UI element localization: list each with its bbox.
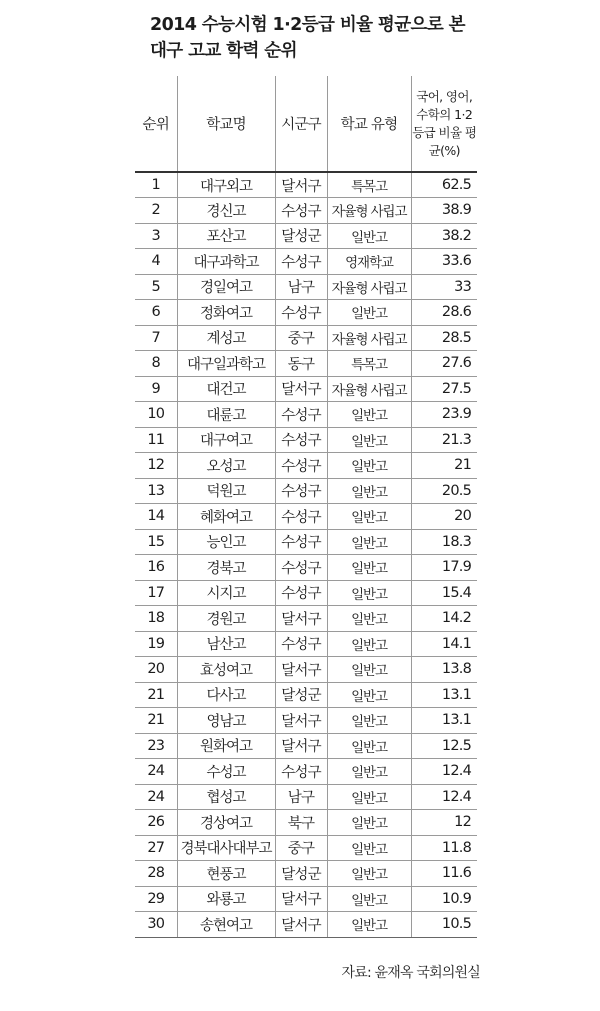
district-cell: 달서구: [275, 886, 327, 912]
percentage-cell: 20.5: [411, 478, 477, 504]
school-cell: 대건고: [177, 376, 275, 402]
percentage-cell: 13.1: [411, 682, 477, 708]
ranking-table: [135, 76, 477, 938]
school-cell: 계성고: [177, 325, 275, 351]
school-cell: 덕원고: [177, 478, 275, 504]
rank-cell: 17: [135, 580, 177, 606]
type-cell: 일반고: [327, 427, 411, 453]
table-body: [135, 172, 477, 937]
type-cell: 일반고: [327, 810, 411, 836]
type-cell: 일반고: [327, 555, 411, 581]
table-row: [135, 198, 477, 224]
rank-cell: 7: [135, 325, 177, 351]
rank-cell: 4: [135, 249, 177, 275]
type-cell: 자율형 사립고: [327, 274, 411, 300]
percentage-cell: 20: [411, 504, 477, 530]
table-row: [135, 555, 477, 581]
percentage-cell: 18.3: [411, 529, 477, 555]
school-cell: 오성고: [177, 453, 275, 479]
percentage-cell: 10.9: [411, 886, 477, 912]
percentage-cell: 62.5: [411, 172, 477, 198]
school-cell: 효성여고: [177, 657, 275, 683]
table-row: [135, 759, 477, 785]
type-cell: 일반고: [327, 453, 411, 479]
rank-cell: 24: [135, 784, 177, 810]
table-row: [135, 861, 477, 887]
district-cell: 달서구: [275, 606, 327, 632]
type-cell: 일반고: [327, 478, 411, 504]
type-cell: 일반고: [327, 631, 411, 657]
table-row: [135, 376, 477, 402]
type-cell: 일반고: [327, 504, 411, 530]
type-cell: 일반고: [327, 733, 411, 759]
rank-cell: 21: [135, 708, 177, 734]
table-row: [135, 631, 477, 657]
percentage-cell: 33.6: [411, 249, 477, 275]
district-cell: 수성구: [275, 631, 327, 657]
district-cell: 달성군: [275, 682, 327, 708]
percentage-cell: 21.3: [411, 427, 477, 453]
school-cell: 송현여고: [177, 912, 275, 938]
table-title: [150, 12, 590, 64]
header-row: [135, 76, 477, 172]
school-cell: 경원고: [177, 606, 275, 632]
school-cell: 대구일과학고: [177, 351, 275, 377]
type-cell: 특목고: [327, 172, 411, 198]
percentage-cell: 27.6: [411, 351, 477, 377]
percentage-cell: 12.5: [411, 733, 477, 759]
district-cell: 달서구: [275, 376, 327, 402]
district-cell: 수성구: [275, 580, 327, 606]
table-row: [135, 733, 477, 759]
header-district: 시군구: [275, 76, 327, 172]
percentage-cell: 13.8: [411, 657, 477, 683]
type-cell: 일반고: [327, 606, 411, 632]
source-note: 자료: 윤재옥 국회의원실: [341, 965, 480, 981]
school-cell: 협성고: [177, 784, 275, 810]
school-cell: 경신고: [177, 198, 275, 224]
district-cell: 달서구: [275, 172, 327, 198]
district-cell: 수성구: [275, 300, 327, 326]
district-cell: 수성구: [275, 402, 327, 428]
rank-cell: 26: [135, 810, 177, 836]
rank-cell: 9: [135, 376, 177, 402]
percentage-cell: 15.4: [411, 580, 477, 606]
rank-cell: 12: [135, 453, 177, 479]
rank-cell: 15: [135, 529, 177, 555]
district-cell: 남구: [275, 274, 327, 300]
type-cell: 일반고: [327, 223, 411, 249]
percentage-cell: 13.1: [411, 708, 477, 734]
table-row: [135, 172, 477, 198]
percentage-cell: 12: [411, 810, 477, 836]
type-cell: 일반고: [327, 912, 411, 938]
table-row: [135, 325, 477, 351]
percentage-cell: 17.9: [411, 555, 477, 581]
district-cell: 달서구: [275, 708, 327, 734]
type-cell: 일반고: [327, 682, 411, 708]
school-cell: 현풍고: [177, 861, 275, 887]
school-cell: 능인고: [177, 529, 275, 555]
title-line-2: 대구 고교 학력 순위: [150, 41, 297, 61]
type-cell: 일반고: [327, 402, 411, 428]
percentage-cell: 28.6: [411, 300, 477, 326]
rank-cell: 2: [135, 198, 177, 224]
table-row: [135, 784, 477, 810]
type-cell: 일반고: [327, 529, 411, 555]
type-cell: 일반고: [327, 861, 411, 887]
district-cell: 북구: [275, 810, 327, 836]
district-cell: 달서구: [275, 657, 327, 683]
type-cell: 일반고: [327, 784, 411, 810]
percentage-cell: 12.4: [411, 759, 477, 785]
rank-cell: 16: [135, 555, 177, 581]
percentage-cell: 33: [411, 274, 477, 300]
table-row: [135, 223, 477, 249]
table-row: [135, 351, 477, 377]
school-cell: 원화여고: [177, 733, 275, 759]
table-row: [135, 453, 477, 479]
percentage-cell: 11.8: [411, 835, 477, 861]
table-row: [135, 682, 477, 708]
district-cell: 수성구: [275, 427, 327, 453]
header-percentage: 국어, 영어, 수학의 1·2 등급 비율 평균(%): [411, 76, 477, 172]
table-row: [135, 835, 477, 861]
table-row: [135, 912, 477, 938]
header-type: 학교 유형: [327, 76, 411, 172]
district-cell: 수성구: [275, 504, 327, 530]
rank-cell: 11: [135, 427, 177, 453]
school-cell: 경상여고: [177, 810, 275, 836]
school-cell: 경북대사대부고: [177, 835, 275, 861]
percentage-cell: 27.5: [411, 376, 477, 402]
type-cell: 일반고: [327, 708, 411, 734]
district-cell: 수성구: [275, 555, 327, 581]
district-cell: 달서구: [275, 733, 327, 759]
table-row: [135, 274, 477, 300]
rank-cell: 19: [135, 631, 177, 657]
district-cell: 수성구: [275, 198, 327, 224]
percentage-cell: 14.2: [411, 606, 477, 632]
school-cell: 와룡고: [177, 886, 275, 912]
percentage-cell: 14.1: [411, 631, 477, 657]
type-cell: 영재학교: [327, 249, 411, 275]
rank-cell: 21: [135, 682, 177, 708]
type-cell: 일반고: [327, 886, 411, 912]
table-row: [135, 529, 477, 555]
percentage-cell: 21: [411, 453, 477, 479]
district-cell: 수성구: [275, 453, 327, 479]
type-cell: 자율형 사립고: [327, 376, 411, 402]
school-cell: 정화여고: [177, 300, 275, 326]
school-cell: 대구외고: [177, 172, 275, 198]
rank-cell: 8: [135, 351, 177, 377]
rank-cell: 28: [135, 861, 177, 887]
rank-cell: 10: [135, 402, 177, 428]
district-cell: 달성군: [275, 861, 327, 887]
table-row: [135, 810, 477, 836]
percentage-cell: 28.5: [411, 325, 477, 351]
type-cell: 일반고: [327, 759, 411, 785]
school-cell: 영남고: [177, 708, 275, 734]
rank-cell: 27: [135, 835, 177, 861]
percentage-cell: 38.9: [411, 198, 477, 224]
type-cell: 일반고: [327, 835, 411, 861]
school-cell: 포산고: [177, 223, 275, 249]
school-cell: 수성고: [177, 759, 275, 785]
table-row: [135, 478, 477, 504]
title-line-1: 2014 수능시험 1·2등급 비율 평균으로 본: [150, 15, 465, 35]
school-cell: 남산고: [177, 631, 275, 657]
percentage-cell: 11.6: [411, 861, 477, 887]
rank-cell: 1: [135, 172, 177, 198]
rank-cell: 3: [135, 223, 177, 249]
table-row: [135, 708, 477, 734]
type-cell: 자율형 사립고: [327, 198, 411, 224]
rank-cell: 5: [135, 274, 177, 300]
district-cell: 수성구: [275, 249, 327, 275]
district-cell: 중구: [275, 325, 327, 351]
rank-cell: 20: [135, 657, 177, 683]
school-cell: 대구여고: [177, 427, 275, 453]
table-row: [135, 886, 477, 912]
table-row: [135, 427, 477, 453]
rank-cell: 29: [135, 886, 177, 912]
district-cell: 동구: [275, 351, 327, 377]
school-cell: 대구과학고: [177, 249, 275, 275]
table-row: [135, 402, 477, 428]
percentage-cell: 10.5: [411, 912, 477, 938]
rank-cell: 30: [135, 912, 177, 938]
type-cell: 일반고: [327, 300, 411, 326]
table-row: [135, 249, 477, 275]
rank-cell: 23: [135, 733, 177, 759]
rank-cell: 18: [135, 606, 177, 632]
district-cell: 남구: [275, 784, 327, 810]
rank-cell: 6: [135, 300, 177, 326]
table-row: [135, 300, 477, 326]
header-rank: 순위: [135, 76, 177, 172]
table-row: [135, 580, 477, 606]
district-cell: 달성군: [275, 223, 327, 249]
rank-cell: 14: [135, 504, 177, 530]
school-cell: 다사고: [177, 682, 275, 708]
rank-cell: 24: [135, 759, 177, 785]
header-school: 학교명: [177, 76, 275, 172]
percentage-cell: 23.9: [411, 402, 477, 428]
district-cell: 달서구: [275, 912, 327, 938]
type-cell: 특목고: [327, 351, 411, 377]
rank-cell: 13: [135, 478, 177, 504]
table-row: [135, 657, 477, 683]
district-cell: 수성구: [275, 529, 327, 555]
table-row: [135, 606, 477, 632]
type-cell: 일반고: [327, 657, 411, 683]
district-cell: 중구: [275, 835, 327, 861]
school-cell: 경일여고: [177, 274, 275, 300]
school-cell: 혜화여고: [177, 504, 275, 530]
percentage-cell: 38.2: [411, 223, 477, 249]
school-cell: 경북고: [177, 555, 275, 581]
district-cell: 수성구: [275, 759, 327, 785]
district-cell: 수성구: [275, 478, 327, 504]
school-cell: 대륜고: [177, 402, 275, 428]
type-cell: 자율형 사립고: [327, 325, 411, 351]
school-cell: 시지고: [177, 580, 275, 606]
type-cell: 일반고: [327, 580, 411, 606]
table-row: [135, 504, 477, 530]
percentage-cell: 12.4: [411, 784, 477, 810]
